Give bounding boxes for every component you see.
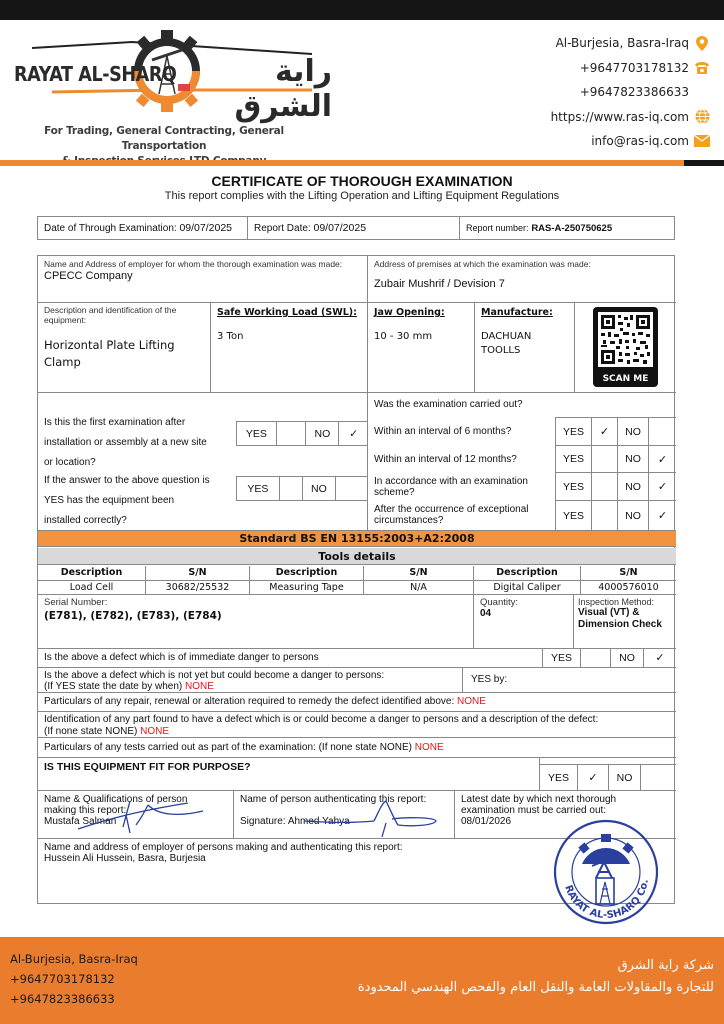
yes-checkbox[interactable] [277, 422, 307, 445]
maker-name: Mustafa Salman [44, 816, 117, 827]
identification-line-2: (If none state NONE) [44, 725, 138, 737]
tool-description: Load Cell [38, 581, 146, 594]
swl-label: Safe Working Load (SWL): [217, 307, 357, 318]
row-exceptional [556, 501, 676, 530]
blank-icon-slot [694, 84, 710, 100]
question-first-exam-line-2: installation or assembly at a new site [44, 437, 207, 448]
tools-col-header: S/N [619, 567, 638, 578]
maker-label-line-2: making this report: [44, 805, 127, 816]
report-date-cell [248, 217, 460, 239]
question-installed-line-2: YES has the equipment been [44, 495, 175, 506]
next-exam-label-line-2: examination must be carried out: [461, 805, 607, 816]
swl-value: 3 Ton [217, 331, 244, 342]
header-orange-divider [0, 160, 684, 166]
row-6-months [556, 418, 676, 446]
no-checkbox[interactable]: ✓ [349, 427, 359, 440]
tools-col-header: S/N [364, 566, 474, 580]
no-label: NO [303, 477, 337, 500]
immediate-danger-yes-checkbox[interactable] [581, 649, 611, 668]
jaw-opening-cell [368, 303, 475, 393]
identification-line-1: Identification of any part found to have a defect which is or could become a danger to persons and a description of the defect: [44, 714, 599, 725]
no-checkbox[interactable] [649, 418, 676, 445]
contact-email[interactable] [490, 129, 710, 154]
tools-col-header: Description [474, 566, 581, 580]
footer-arabic-line-1: شركة راية الشرق [617, 958, 714, 973]
inspection-method-line-1: Visual (VT) & [578, 607, 640, 618]
report-date-value: 09/07/2025 [313, 222, 367, 234]
yes-label: YES [543, 649, 581, 668]
report-date-label: Report Date: [254, 222, 311, 234]
quantity-cell [474, 595, 574, 649]
next-exam-label-line-1: Latest date by which next thorough [461, 794, 617, 805]
phone-2-text[interactable]: +9647823386633 [579, 85, 689, 100]
yes-checkbox[interactable]: ✓ [592, 418, 618, 445]
authenticator-signature-text: Signature: Ahmed Yahya [240, 816, 350, 827]
exam-date-label: Date of Through Examination: [44, 222, 177, 234]
question-exceptional: After the occurrence of exceptional circumstances? [374, 504, 529, 526]
location-pin-icon [694, 35, 710, 51]
authenticator-cell [234, 791, 455, 839]
certificate-subtitle: This report complies with the Lifting Operation and Lifting Equipment Regulations [164, 190, 560, 202]
question-first-exam-line-1: Is this the first examination after [44, 417, 186, 428]
employer-value: CPECC Company [44, 270, 133, 282]
tool-serial: 30682/25532 [146, 581, 250, 594]
employer-of-persons-value: Hussein Ali Hussein, Basra, Burjesia [44, 853, 206, 864]
employer-label: Name and Address of employer for whom the thorough examination was made: [44, 259, 343, 269]
tests-answer: NONE [414, 742, 444, 753]
fit-for-purpose-question: IS THIS EQUIPMENT FIT FOR PURPOSE? [38, 758, 540, 791]
no-label: NO [618, 446, 649, 472]
equipment-description-line-2: Clamp [44, 355, 81, 369]
question-installed-line-1: If the answer to the above question is [44, 475, 210, 486]
immediate-danger-question: Is the above a defect which is of immediate danger to persons [38, 649, 543, 668]
installed-correctly-yes-no [236, 476, 368, 501]
immediate-danger-no-checkbox[interactable]: ✓ [644, 649, 676, 668]
premises-value: Zubair Mushrif / Devision 7 [374, 278, 505, 290]
no-checkbox[interactable]: ✓ [657, 453, 668, 466]
qr-code-icon [598, 312, 653, 367]
svg-text:RAYAT AL-SHARQ Co.: RAYAT AL-SHARQ Co. [562, 878, 651, 922]
contact-address [490, 31, 710, 56]
future-danger-answer: NONE [185, 681, 214, 692]
tests-particulars [38, 738, 676, 758]
tool-serial: 4000576010 [598, 582, 659, 593]
serial-number-value: (E781), (E782), (E783), (E784) [44, 610, 222, 622]
telephone-icon [694, 60, 710, 76]
yes-label: YES [237, 477, 280, 500]
quantity-label: Quantity: [480, 597, 519, 608]
jaw-opening-value: 10 - 30 mm [374, 331, 433, 342]
company-stamp-icon [552, 818, 660, 926]
fit-no-checkbox[interactable] [641, 764, 676, 791]
question-installed-line-3: installed correctly? [44, 515, 127, 526]
repair-label: Particulars of any repair, renewal or alteration required to remedy the defect identified above: [44, 696, 455, 707]
equipment-description-line-1: Horizontal Plate Lifting [44, 338, 175, 352]
yes-checkbox[interactable] [592, 501, 618, 530]
repair-answer: NONE [457, 696, 486, 707]
tool-description: Measuring Tape [250, 581, 364, 594]
yes-checkbox[interactable] [592, 473, 618, 500]
fit-yes-checkbox[interactable]: ✓ [578, 764, 609, 791]
no-checkbox[interactable]: ✓ [657, 481, 668, 493]
report-number-cell [460, 217, 674, 239]
exam-date-cell [38, 217, 248, 239]
employer-of-persons-label: Name and address of employer of persons making and authenticating this report: [44, 842, 403, 853]
tools-header-row [38, 566, 676, 581]
quantity-value: 04 [480, 608, 492, 619]
fit-for-purpose-answer [540, 758, 676, 791]
scan-me-label: SCAN ME [602, 374, 649, 384]
manufacturer-line-2: TOOLLS [481, 345, 521, 356]
exam-interval-grid [555, 417, 676, 530]
maker-signature-icon [68, 797, 208, 837]
website-link[interactable]: https://www.ras-iq.com [550, 109, 689, 124]
exam-date-value: 09/07/2025 [179, 222, 233, 234]
footer-arabic-line-2: للتجارة والمقاولات العامة والنقل العام والفحص الهندسي المحدودة [357, 980, 714, 995]
inspection-method-cell [574, 595, 676, 649]
yes-checkbox[interactable] [592, 446, 618, 472]
tests-label: Particulars of any tests carried out as part of the examination: (If none state NONE) [44, 742, 412, 753]
tool-description: Digital Caliper [474, 581, 581, 594]
yes-label: YES [556, 446, 592, 472]
question-6-months: Within an interval of 6 months? [374, 426, 512, 437]
premises-cell [368, 256, 676, 303]
question-exam-scheme: In accordance with an examination scheme? [374, 476, 528, 498]
question-12-months: Within an interval of 12 months? [374, 454, 517, 465]
jaw-opening-label: Jaw Opening: [374, 307, 445, 318]
tool-serial: N/A [364, 581, 474, 594]
serial-number-label: Serial Number: [44, 597, 108, 608]
date-bar [37, 216, 675, 240]
yes-by-field[interactable]: YES by: [463, 668, 676, 693]
left-questions-cell [38, 393, 368, 531]
qr-code[interactable] [593, 307, 658, 387]
no-label: NO [306, 422, 339, 445]
equipment-description-label: Description and identification of the equipment: [44, 305, 177, 325]
footer-phone-1[interactable]: +9647703178132 [10, 972, 115, 986]
next-exam-date: 08/01/2026 [461, 816, 512, 827]
footer-address: Al-Burjesia, Basra-Iraq [10, 952, 138, 966]
footer-arabic-name [358, 955, 714, 999]
future-danger-line-1: Is the above a defect which is not yet but could become a danger to persons: [44, 670, 385, 681]
question-installed-correctly [44, 471, 234, 531]
row-12-months [556, 446, 676, 473]
equipment-description-cell [38, 303, 211, 393]
swl-cell [211, 303, 368, 393]
contact-block [490, 31, 710, 154]
exam-carried-out-heading: Was the examination carried out? [374, 399, 523, 410]
tagline-line-1: For Trading, General Contracting, General Transportation [44, 125, 284, 152]
top-dark-bar [0, 0, 724, 20]
report-number-label: Report number: [466, 223, 529, 233]
question-first-exam [44, 413, 234, 473]
row-exam-scheme [556, 473, 676, 501]
manufacturer-cell [475, 303, 575, 393]
no-checkbox[interactable]: ✓ [657, 510, 668, 522]
yes-label: YES [237, 422, 277, 445]
repair-particulars [38, 693, 676, 712]
standard-bar: Standard BS EN 13155:2003+A2:2008 [38, 531, 676, 547]
question-first-exam-line-3: or location? [44, 457, 96, 468]
header-dark-divider [684, 160, 724, 166]
phone-1-text[interactable]: +9647703178132 [579, 60, 689, 75]
right-questions-cell [368, 393, 676, 531]
yes-label: YES [556, 418, 592, 445]
inspection-method-value [578, 607, 672, 631]
authenticator-signature-icon [294, 799, 444, 839]
footer [0, 937, 724, 1024]
no-label: NO [611, 649, 644, 668]
serial-number-cell [38, 595, 474, 649]
tools-value-row [38, 581, 676, 595]
contact-website[interactable] [490, 105, 710, 130]
qr-cell [575, 303, 676, 393]
certificate-title: CERTIFICATE OF THOROUGH EXAMINATION [211, 173, 513, 189]
tools-details-header: Tools details [38, 548, 676, 565]
first-exam-yes-no [236, 421, 368, 446]
inspection-method-label: Inspection Method: [578, 597, 655, 607]
logo-text-english: RAYAT AL-SHARQ [14, 62, 177, 86]
premises-label: Address of premises at which the examination was made: [374, 259, 591, 269]
no-label: NO [618, 501, 649, 530]
authenticator-label: Name of person authenticating this report: [240, 794, 427, 805]
no-checkbox[interactable] [336, 477, 368, 500]
contact-phone-2[interactable] [490, 80, 710, 105]
no-label: NO [618, 473, 649, 500]
globe-icon [694, 109, 710, 125]
examination-form [37, 255, 675, 904]
no-label: NO [609, 764, 641, 791]
tools-col-header: S/N [146, 566, 250, 580]
employer-cell [38, 256, 368, 303]
manufacturer-line-1: DACHUAN [481, 331, 532, 342]
future-danger-line-2: (If YES state the date by when) [44, 681, 183, 692]
maker-cell [38, 791, 234, 839]
logo-text-arabic: راية الشرق [234, 54, 332, 124]
yes-label: YES [556, 473, 592, 500]
envelope-icon [694, 133, 710, 149]
equipment-description-value [44, 337, 204, 371]
footer-phone-2[interactable]: +9647823386633 [10, 992, 115, 1006]
no-label: NO [618, 418, 649, 445]
manufacturer-label: Manufacture: [481, 307, 553, 318]
company-logo [12, 26, 332, 124]
yes-label: YES [556, 501, 592, 530]
footer-contacts [10, 949, 138, 1009]
identification-answer: NONE [140, 725, 170, 737]
email-link[interactable]: info@ras-iq.com [591, 134, 689, 149]
yes-label: YES [540, 764, 578, 791]
defect-identification [38, 712, 676, 738]
contact-phone-1[interactable] [490, 56, 710, 81]
future-danger-question [38, 668, 463, 693]
yes-checkbox[interactable] [280, 477, 303, 500]
inspection-method-line-2: Dimension Check [578, 619, 662, 630]
report-number-value: RAS-A-250750625 [531, 222, 613, 234]
tools-col-header: Description [38, 566, 146, 580]
address-text: Al-Burjesia, Basra-Iraq [555, 36, 689, 51]
tools-col-header: Description [250, 566, 364, 580]
maker-label-line-1: Name & Qualifications of person [44, 794, 188, 805]
manufacturer-value [481, 330, 568, 358]
